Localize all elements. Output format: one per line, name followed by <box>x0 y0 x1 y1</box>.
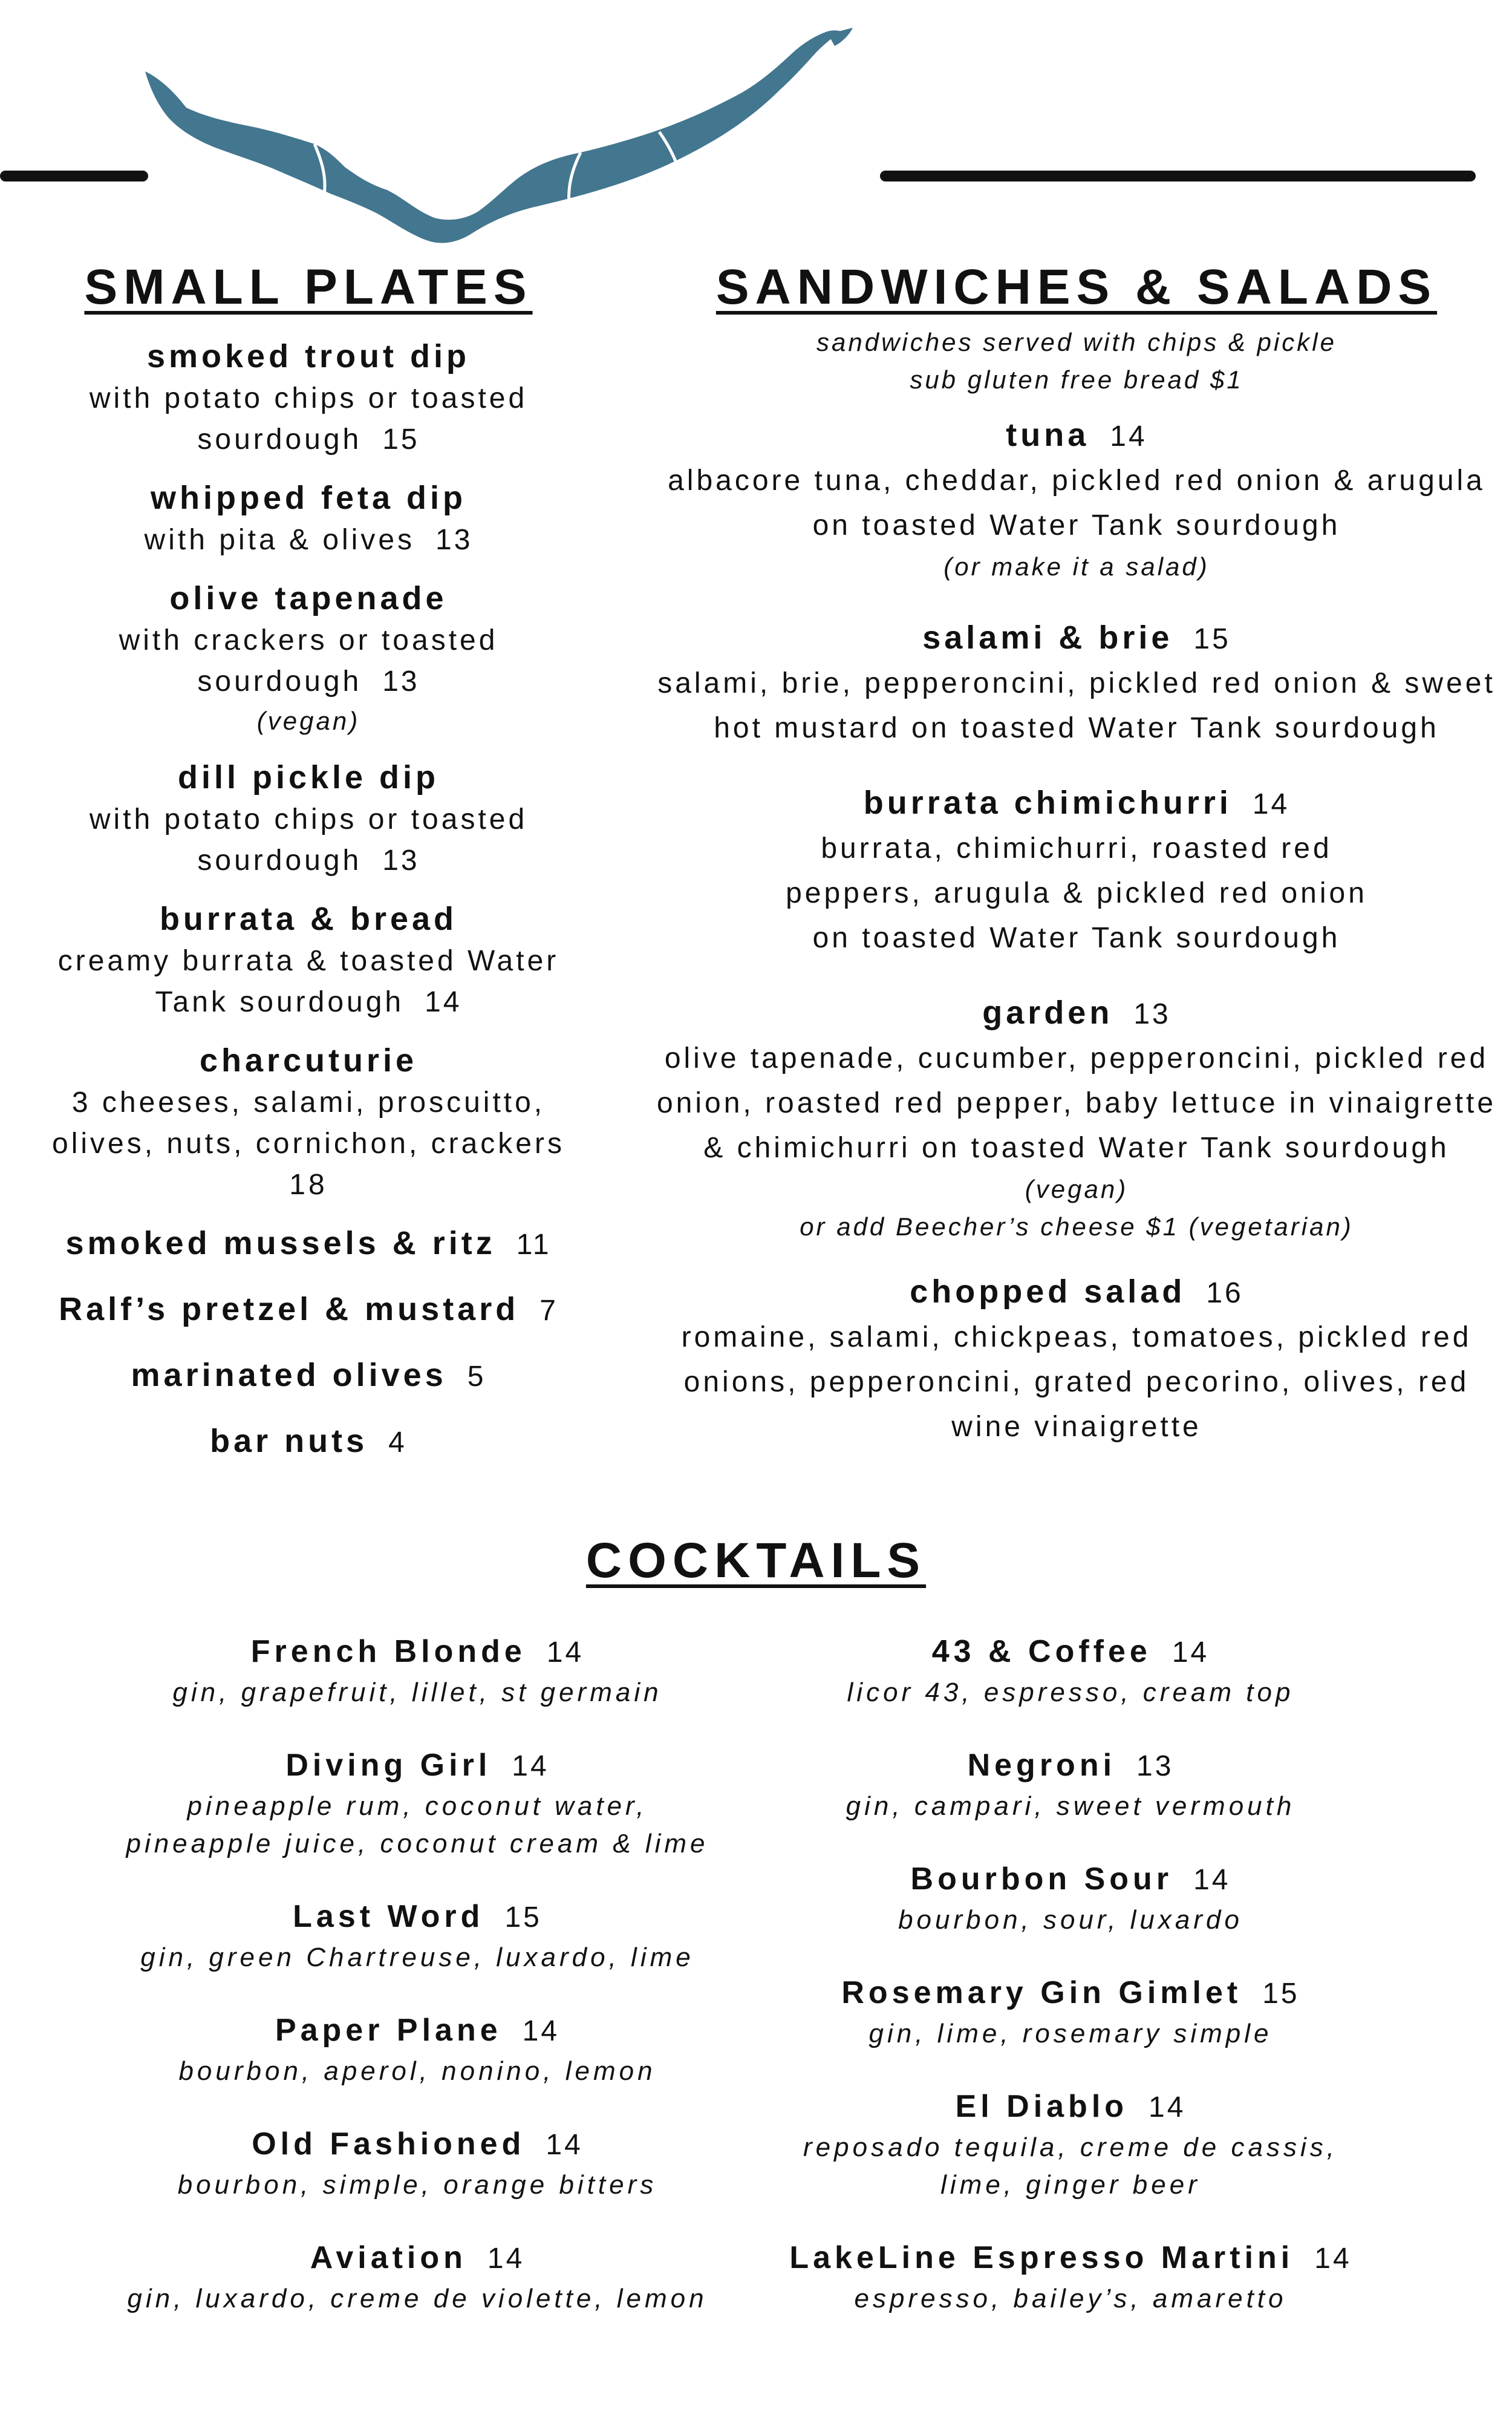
sandwiches-title: SANDWICHES & SALADS <box>715 260 1438 315</box>
item-name: olive tapenade <box>169 580 448 616</box>
cocktail-name: Last Word <box>293 1899 484 1934</box>
cocktail-price: 14 <box>546 2129 583 2161</box>
menu-item <box>18 1353 599 1399</box>
cocktail-name: Aviation <box>310 2240 467 2275</box>
item-name: dill pickle dip <box>177 759 440 796</box>
cocktail-price: 14 <box>522 2015 560 2047</box>
small-plates-title: SMALL PLATES <box>84 260 533 315</box>
cocktail-price: 14 <box>1314 2243 1352 2275</box>
sandwiches-salads-section <box>653 257 1500 1465</box>
menu-item <box>18 897 599 1023</box>
item-price: 14 <box>1110 420 1147 453</box>
menu-item <box>18 335 599 460</box>
item-price: 5 <box>467 1361 486 1393</box>
cocktail-item <box>750 2085 1391 2204</box>
cocktail-item <box>109 1895 726 1976</box>
cocktail-price: 14 <box>487 2243 525 2275</box>
item-price: 13 <box>382 845 420 877</box>
cocktail-item <box>750 1858 1391 1939</box>
item-desc: creamy burrata & toasted Water Tank sourdough <box>57 945 559 1018</box>
cocktail-price: 14 <box>1149 2091 1186 2123</box>
cocktail-name: El Diablo <box>955 2089 1129 2124</box>
item-desc: with potato chips or toasted sourdough <box>89 382 528 456</box>
menu-item <box>653 616 1500 751</box>
item-price: 13 <box>435 524 473 556</box>
cocktail-price: 14 <box>1171 1636 1210 1668</box>
cocktail-item <box>750 1744 1391 1825</box>
menu-item <box>18 1287 599 1333</box>
cocktail-name: Diving Girl <box>285 1748 492 1783</box>
item-name: smoked mussels & ritz <box>65 1225 496 1261</box>
menu-item <box>18 476 599 561</box>
cocktail-desc: gin, green Chartreuse, luxardo, lime <box>140 1943 694 1972</box>
item-price: 14 <box>1252 788 1290 820</box>
cocktail-desc: bourbon, aperol, nonino, lemon <box>178 2056 656 2086</box>
cocktail-item <box>750 1972 1391 2053</box>
menu-item <box>653 991 1500 1246</box>
header-rule-left <box>0 171 148 181</box>
item-name: burrata & bread <box>159 901 458 937</box>
cocktail-desc: bourbon, simple, orange bitters <box>177 2170 657 2200</box>
item-name: chopped salad <box>910 1273 1186 1310</box>
item-name: burrata chimichurri <box>863 785 1232 821</box>
cocktail-price: 14 <box>546 1636 584 1668</box>
item-desc: albacore tuna, cheddar, pickled red onion & arugula on toasted Water Tank sourdough <box>668 465 1485 541</box>
cocktail-desc: gin, lime, rosemary simple <box>868 2019 1272 2048</box>
cocktail-item <box>750 1630 1391 1711</box>
item-price: 7 <box>539 1295 558 1327</box>
item-price: 15 <box>1193 623 1231 655</box>
item-name: Ralf’s pretzel & mustard <box>59 1291 520 1327</box>
sandwiches-subtitle: sandwiches served with chips & pickle <box>816 328 1337 356</box>
cocktail-desc: reposado tequila, creme de cassis, lime, ginger beer <box>803 2133 1338 2200</box>
item-price: 15 <box>382 423 420 456</box>
item-price: 4 <box>388 1427 407 1459</box>
cocktail-desc: espresso, bailey’s, amaretto <box>854 2284 1287 2313</box>
item-note: (or make it a salad) <box>943 552 1210 581</box>
cocktail-name: Old Fashioned <box>252 2126 526 2162</box>
item-name: garden <box>982 995 1113 1031</box>
cocktails-header <box>0 1531 1512 1591</box>
cocktail-name: Negroni <box>967 1748 1116 1783</box>
small-plates-section <box>18 257 599 1485</box>
cocktail-desc: pineapple rum, coconut water, pineapple juice, coconut cream & lime <box>126 1791 709 1858</box>
diving-woman-logo-icon <box>133 18 907 248</box>
header-rule-right <box>880 171 1476 181</box>
cocktail-name: Bourbon Sour <box>910 1861 1173 1897</box>
menu-item <box>18 1039 599 1206</box>
menu-item <box>18 756 599 881</box>
item-desc: burrata, chimichurri, roasted red peppers, arugula & pickled red onion <box>786 832 1367 909</box>
item-note-2: or add Beecher’s cheese $1 (vegetarian) <box>800 1212 1354 1241</box>
item-price: 11 <box>516 1229 552 1261</box>
item-desc: salami, brie, pepperoncini, pickled red onion & sweet hot mustard on toasted Water Tank sourdough <box>657 667 1496 744</box>
menu-item <box>18 1221 599 1267</box>
cocktail-price: 14 <box>1193 1864 1231 1896</box>
cocktail-name: Rosemary Gin Gimlet <box>841 1975 1242 2010</box>
cocktail-item <box>109 2009 726 2090</box>
cocktail-name: French Blonde <box>250 1634 526 1669</box>
item-name: smoked trout dip <box>146 338 470 374</box>
cocktails-title: COCKTAILS <box>585 1533 927 1588</box>
item-price: 14 <box>425 986 462 1018</box>
cocktail-desc: licor 43, espresso, cream top <box>847 1678 1294 1707</box>
cocktails-right-column <box>750 1630 1391 2350</box>
cocktail-price: 15 <box>1262 1978 1300 2010</box>
cocktail-desc: gin, campari, sweet vermouth <box>846 1791 1295 1821</box>
cocktail-item <box>109 2237 726 2318</box>
item-desc: 3 cheeses, salami, proscuitto, olives, nuts, cornichon, crackers <box>52 1087 565 1160</box>
menu-item <box>18 1419 599 1465</box>
cocktail-price: 13 <box>1136 1750 1174 1782</box>
item-name: bar nuts <box>210 1423 368 1459</box>
item-price: 16 <box>1206 1277 1243 1309</box>
item-name: charcuturie <box>199 1042 418 1079</box>
menu-item <box>653 413 1500 586</box>
cocktail-item <box>109 1630 726 1711</box>
item-price: 13 <box>1133 998 1171 1030</box>
item-name: marinated olives <box>131 1357 447 1393</box>
menu-item <box>653 781 1500 961</box>
item-note: (vegan) <box>256 707 360 735</box>
cocktail-name: Paper Plane <box>275 2013 502 2048</box>
cocktail-item <box>750 2237 1391 2318</box>
cocktail-name: LakeLine Espresso Martini <box>789 2240 1294 2275</box>
item-note: (vegan) <box>1025 1175 1129 1203</box>
item-desc: with crackers or toasted sourdough <box>119 624 498 698</box>
cocktail-desc: bourbon, sour, luxardo <box>898 1905 1243 1935</box>
item-price: 13 <box>382 665 420 698</box>
cocktail-item <box>109 1744 726 1863</box>
item-desc: olive tapenade, cucumber, pepperoncini, pickled red onion, roasted red pepper, baby lettuce in vinaigrette & chimichurri on toasted Water Tank sourdough <box>656 1042 1497 1164</box>
item-name: salami & brie <box>922 619 1173 656</box>
menu-item <box>18 577 599 740</box>
item-desc-2: on toasted Water Tank sourdough <box>812 922 1341 954</box>
item-desc: romaine, salami, chickpeas, tomatoes, pickled red onions, pepperoncini, grated pecorino, olives, red wine vinaigrette <box>681 1321 1472 1443</box>
cocktail-price: 15 <box>504 1901 542 1933</box>
cocktail-name: 43 & Coffee <box>931 1634 1152 1669</box>
cocktails-left-column <box>109 1630 726 2350</box>
cocktail-item <box>109 2123 726 2204</box>
cocktail-desc: gin, luxardo, creme de violette, lemon <box>127 2284 708 2313</box>
item-desc: with potato chips or toasted sourdough <box>89 803 528 877</box>
menu-item <box>653 1270 1500 1449</box>
cocktail-price: 14 <box>512 1750 549 1782</box>
item-name: tuna <box>1006 417 1090 453</box>
sandwiches-subtitle: sub gluten free bread $1 <box>910 365 1243 394</box>
cocktail-desc: gin, grapefruit, lillet, st germain <box>172 1678 662 1707</box>
item-desc: with pita & olives <box>144 524 415 556</box>
item-name: whipped feta dip <box>151 480 466 516</box>
item-price: 18 <box>289 1169 328 1201</box>
